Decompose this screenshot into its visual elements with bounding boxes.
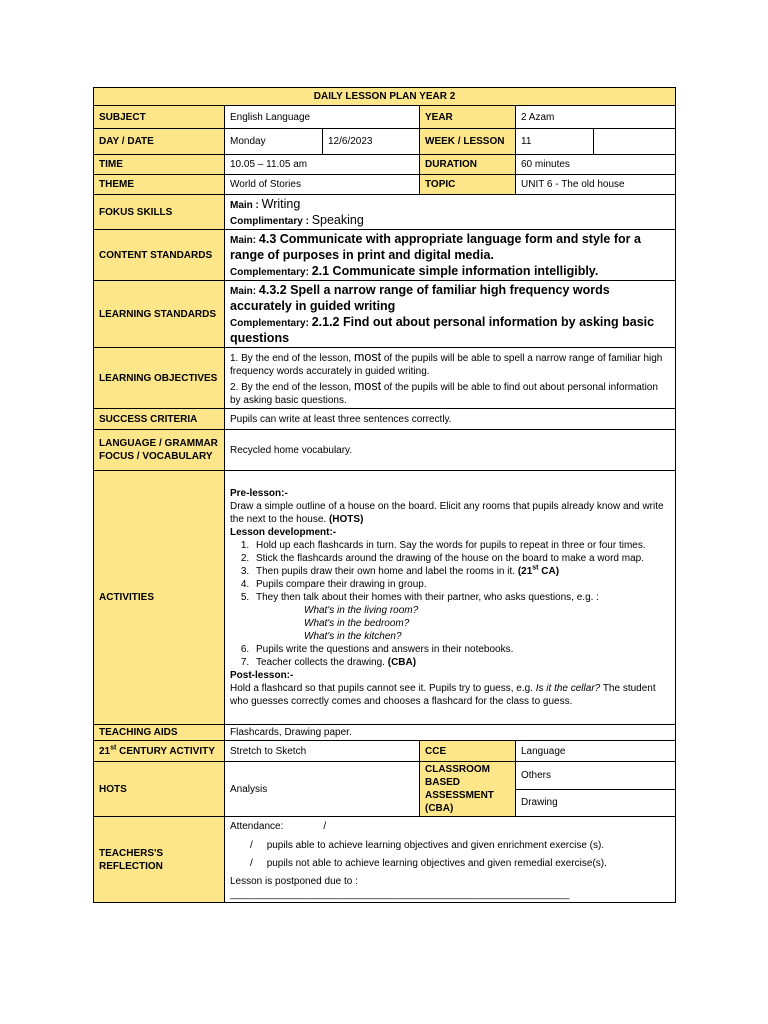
step-5: [252, 591, 670, 643]
learning-objectives-label: LEARNING OBJECTIVES: [94, 348, 225, 409]
learning-objectives-value: [225, 348, 676, 409]
postponed-line: _____________________________________________________________: [230, 889, 570, 900]
ls-comp: 2.1.2 Find out about personal information by asking basic questions: [230, 315, 655, 345]
focus-comp: Speaking: [311, 213, 364, 227]
step-7-text: Teacher collects the drawing.: [256, 657, 385, 668]
language-focus-label: LANGUAGE / GRAMMAR FOCUS / VOCABULARY: [94, 430, 225, 471]
lo2-b: of the pupils will be able to find out about personal information by asking basic questions.: [230, 382, 658, 406]
subject-value: English Language: [225, 106, 420, 129]
theme-label: THEME: [94, 175, 225, 195]
cba-value-2: Drawing: [516, 789, 676, 817]
question-1: What's in the living room?: [304, 605, 419, 616]
post-b: The student who guesses correctly comes and chooses a flashcard for the class to guess.: [230, 683, 656, 707]
date-value: 12/6/2023: [323, 129, 420, 155]
reflection-1: pupils able to achieve learning objectives and given enrichment exercise (s).: [266, 840, 605, 851]
day-value: Monday: [225, 129, 323, 155]
ls-main: 4.3.2 Spell a narrow range of familiar high frequency words accurately in guided writing: [230, 283, 610, 313]
ls-main-label: Main:: [230, 286, 257, 297]
focus-main-label: Main :: [230, 200, 259, 211]
cba-value-1: Others: [516, 762, 676, 790]
century-value: Stretch to Sketch: [225, 741, 420, 762]
plan-title: DAILY LESSON PLAN YEAR 2: [94, 88, 676, 106]
week-lesson-label: WEEK / LESSON: [420, 129, 516, 155]
postponed-label: Lesson is postponed due to :: [230, 876, 358, 887]
topic-label: TOPIC: [420, 175, 516, 195]
pre-lesson-label: Pre-lesson:-: [230, 488, 288, 499]
year-value: 2 Azam: [516, 106, 676, 129]
step-6: 6. Pupils write the questions and answers in their notebooks.: [252, 643, 670, 656]
focus-skills-label: FOKUS SKILLS: [94, 195, 225, 230]
r2-slash: /: [250, 858, 253, 869]
success-criteria-label: SUCCESS CRITERIA: [94, 409, 225, 430]
language-focus-value: Recycled home vocabulary.: [225, 430, 676, 471]
step-3-tag: (21: [517, 566, 533, 577]
pre-lesson-text: Draw a simple outline of a house on the board. Elicit any rooms that pupils already know and write the next to the house.: [230, 501, 664, 525]
step-5-text: They then talk about their homes with their partner, who asks questions, e.g. :: [256, 592, 599, 603]
step-3-tag2: CA): [541, 566, 560, 577]
week-lesson-value: 11: [516, 129, 594, 155]
lo1-a: 1. By the end of the lesson,: [230, 353, 352, 364]
lo2-a: 2. By the end of the lesson,: [230, 382, 352, 393]
learning-standards-value: [225, 281, 676, 348]
topic-value: UNIT 6 - The old house: [516, 175, 676, 195]
step-3: [252, 565, 670, 578]
content-standards-label: CONTENT STANDARDS: [94, 230, 225, 281]
year-label: YEAR: [420, 106, 516, 129]
reflection-label: TEACHERS'S REFLECTION: [94, 817, 225, 903]
activity-steps: [230, 539, 670, 669]
step-4: 4. Pupils compare their drawing in group.: [252, 578, 670, 591]
attendance-slash: /: [323, 821, 327, 832]
success-criteria-value: Pupils can write at least three sentences correctly.: [225, 409, 676, 430]
century-label: [94, 741, 225, 762]
week-lesson-empty: [594, 129, 676, 155]
cs-main: 4.3 Communicate with appropriate language form and style for a range of purposes in print and digital media.: [230, 232, 641, 262]
question-3: What's in the kitchen?: [304, 631, 402, 642]
subject-label: SUBJECT: [94, 106, 225, 129]
day-date-label: DAY / DATE: [94, 129, 225, 155]
century-sup: st: [110, 744, 117, 752]
reflection-2: pupils not able to achieve learning objectives and given remedial exercise(s).: [266, 858, 607, 869]
hots-label: HOTS: [94, 762, 225, 817]
century-label-a: 21: [99, 745, 111, 757]
post-italic: Is it the cellar?: [535, 683, 601, 694]
post-a: Hold a flashcard so that pupils cannot see it. Pupils try to guess, e.g.: [230, 683, 533, 694]
lo1-b: of the pupils will be able to spell a narrow range of familiar high frequency words accurately in guided writing.: [230, 353, 663, 377]
hots-value: Analysis: [225, 762, 420, 817]
duration-label: DURATION: [420, 155, 516, 175]
cba-label: CLASSROOM BASED ASSESSMENT (CBA): [420, 762, 516, 817]
lo1-most: most: [353, 350, 382, 364]
lo2-most: most: [353, 379, 382, 393]
post-lesson-label: Post-lesson:-: [230, 670, 294, 681]
focus-main: Writing: [261, 197, 301, 211]
focus-skills-value: [225, 195, 676, 230]
teaching-aids-label: TEACHING AIDS: [94, 725, 225, 741]
learning-standards-label: LEARNING STANDARDS: [94, 281, 225, 348]
dev-label: Lesson development:-: [230, 527, 337, 538]
time-value: 10.05 – 11.05 am: [225, 155, 420, 175]
attendance-label: Attendance:: [230, 821, 284, 832]
reflection-value: [225, 817, 676, 903]
activities-label: ACTIVITIES: [94, 471, 225, 725]
ls-comp-label: Complementary:: [230, 318, 309, 329]
step-7-tag: (CBA): [387, 657, 417, 668]
cce-value: Language: [516, 741, 676, 762]
century-label-b: CENTURY ACTIVITY: [119, 745, 215, 757]
duration-value: 60 minutes: [516, 155, 676, 175]
time-label: TIME: [94, 155, 225, 175]
cs-comp-label: Complementary:: [230, 267, 309, 278]
lesson-plan-table: [93, 87, 676, 903]
content-standards-value: [225, 230, 676, 281]
cs-comp: 2.1 Communicate simple information intelligibly.: [311, 264, 599, 278]
theme-value: World of Stories: [225, 175, 420, 195]
step-3-text: Then pupils draw their own home and label the rooms in it.: [256, 566, 516, 577]
focus-comp-label: Complimentary :: [230, 216, 309, 227]
question-2: What's in the bedroom?: [304, 618, 410, 629]
cce-label: CCE: [420, 741, 516, 762]
step-2: 2. Stick the flashcards around the drawing of the house on the board to make a word map.: [252, 552, 670, 565]
teaching-aids-value: Flashcards, Drawing paper.: [225, 725, 676, 741]
step-1: 1. Hold up each flashcards in turn. Say the words for pupils to repeat in three or four times.: [252, 539, 670, 552]
pre-lesson-tag: (HOTS): [328, 514, 364, 525]
step-7: [252, 656, 670, 669]
cs-main-label: Main:: [230, 235, 257, 246]
r1-slash: /: [250, 840, 253, 851]
step-3-sup: st: [532, 564, 539, 572]
activities-value: [225, 471, 676, 725]
